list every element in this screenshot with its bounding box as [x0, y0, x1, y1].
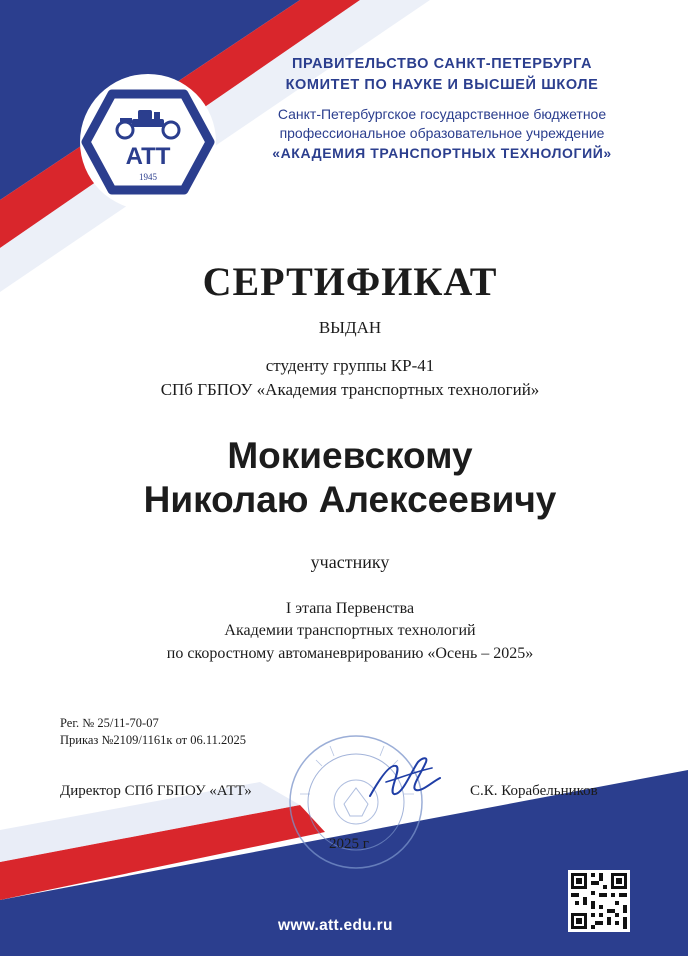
institution-line-2: профессиональное образовательное учреждение — [279, 125, 605, 141]
recipient-institution: СПб ГБПОУ «Академия транспортных технологий» — [160, 380, 540, 399]
registration-number: Рег. № 25/11-70-07 — [60, 716, 159, 730]
website-link[interactable]: www.att.edu.ru — [278, 917, 393, 934]
government-title: ПРАВИТЕЛЬСТВО САНКТ-ПЕТЕРБУРГА — [291, 56, 593, 72]
qr-code-icon[interactable] — [568, 870, 630, 932]
academy-logo — [78, 72, 218, 212]
recipient-given-names: Николаю Алексеевичу — [143, 479, 557, 520]
logo-abbrev: ATT — [125, 143, 171, 170]
issued-label: ВЫДАН — [318, 318, 382, 337]
director-signature — [366, 748, 446, 808]
institution-name: «АКАДЕМИЯ ТРАНСПОРТНЫХ ТЕХНОЛОГИЙ» — [272, 145, 612, 161]
logo-year: 1945 — [139, 172, 157, 182]
director-position: Директор СПб ГБПОУ «АТТ» — [60, 783, 252, 799]
committee-title: КОМИТЕТ ПО НАУКЕ И ВЫСШЕЙ ШКОЛЕ — [285, 77, 599, 93]
recipient-group: студенту группы КР-41 — [265, 356, 435, 375]
recipient-surname: Мокиевскому — [227, 435, 473, 476]
order-number: Приказ №2109/1161к от 06.11.2025 — [60, 733, 247, 747]
institution-line-1: Санкт-Петербургское государственное бюджетное — [277, 106, 607, 122]
recipient-role: участнику — [310, 552, 390, 572]
event-line-2: Академии транспортных технологий — [224, 622, 476, 639]
event-line-1: I этапа Первенства — [285, 600, 415, 617]
event-line-3: по скоростному автоманеврированию «Осень – 2025» — [166, 645, 534, 662]
certificate-title: СЕРТИФИКАТ — [202, 259, 498, 304]
director-name: С.К. Корабельников — [470, 783, 598, 799]
header — [232, 54, 652, 163]
issue-year: 2025 г — [329, 836, 369, 852]
